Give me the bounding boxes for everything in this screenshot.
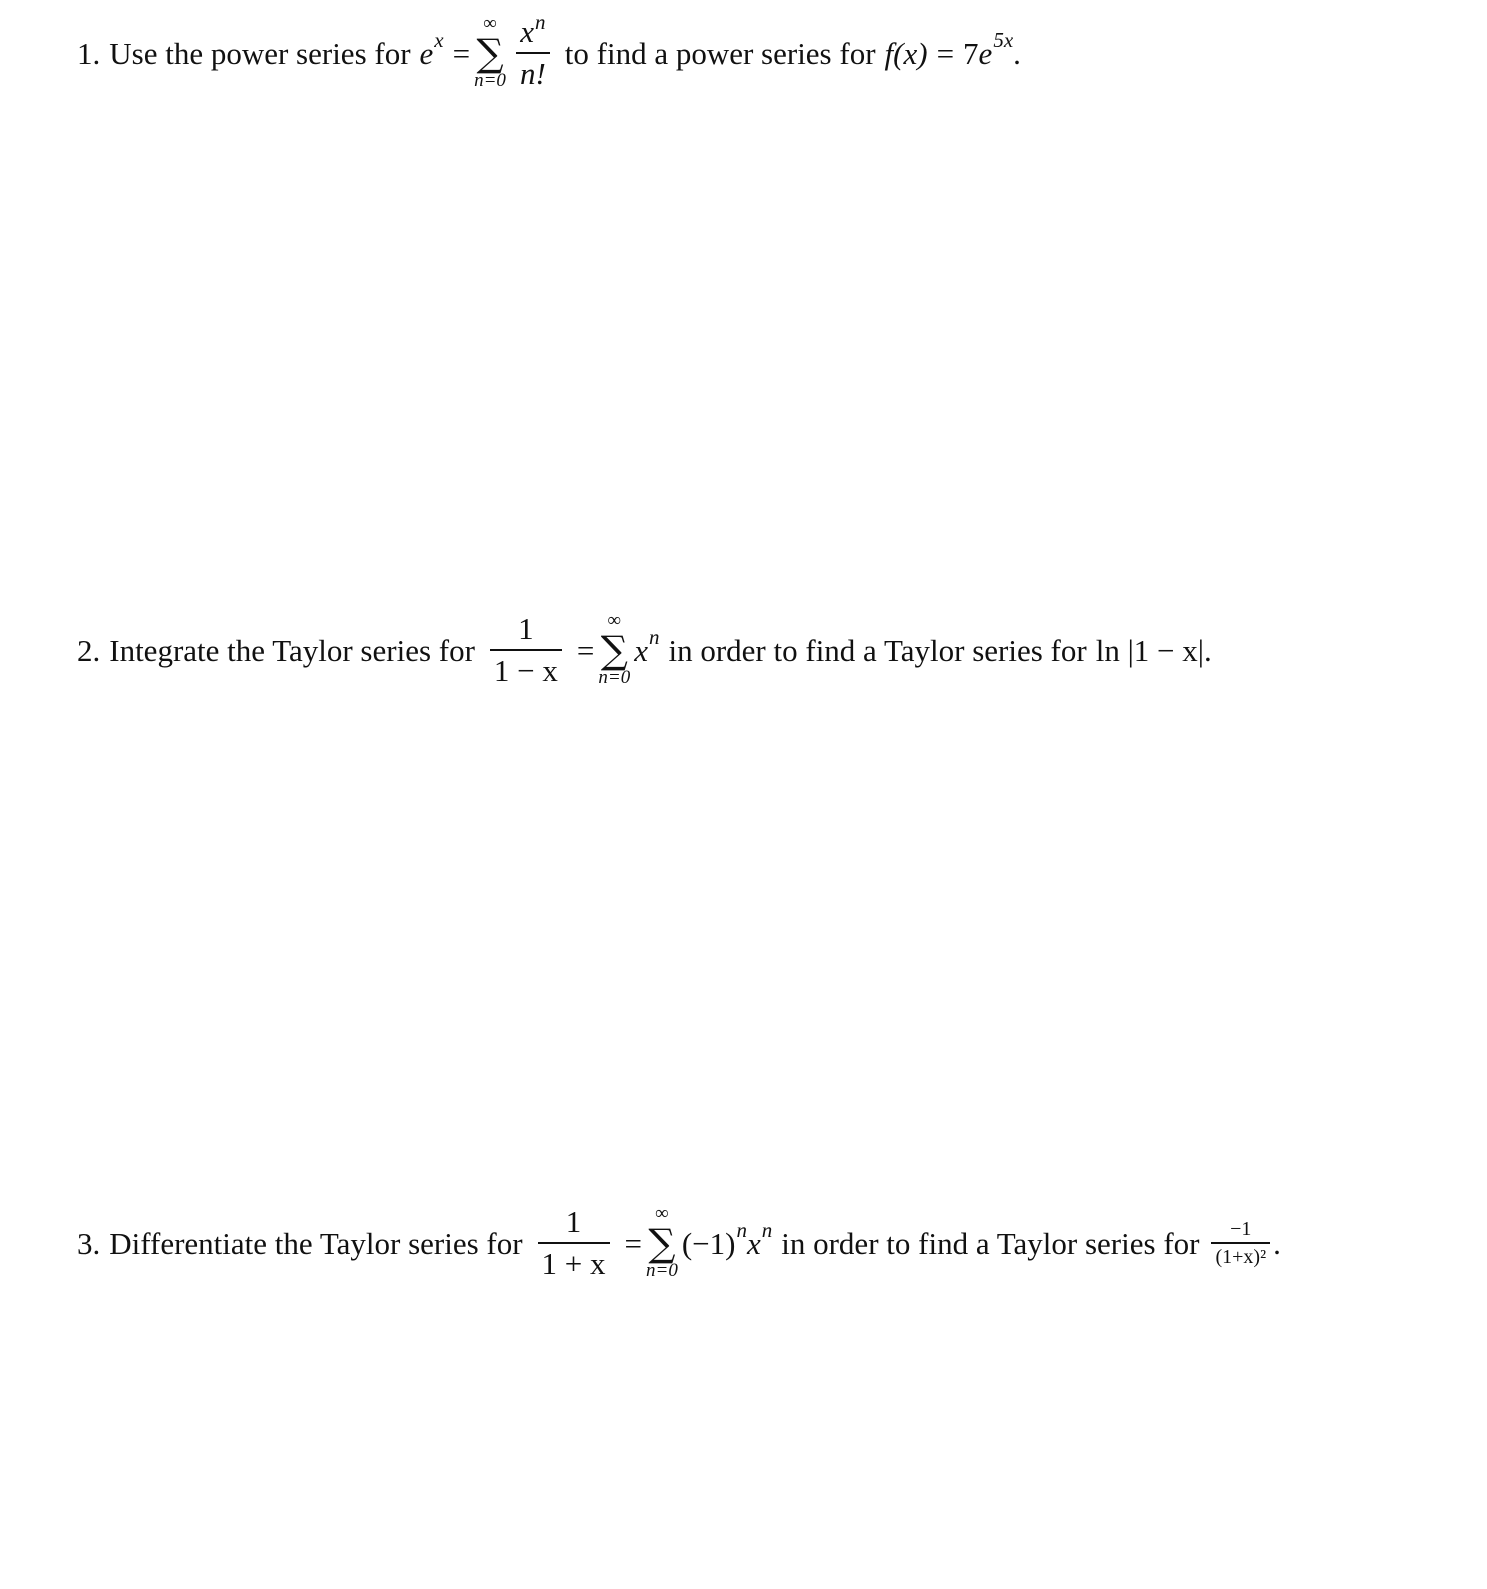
problem-2-frac-num: 1 xyxy=(518,611,534,647)
problem-3-frac-num: 1 xyxy=(565,1204,582,1240)
problem-1-fraction-bar xyxy=(516,52,550,54)
problem-2-equals: = xyxy=(576,632,595,668)
problem-3-fraction xyxy=(538,1205,610,1281)
problem-3-term-prefix-exp: n xyxy=(736,1217,747,1242)
problem-1-func: f(x) xyxy=(884,35,928,71)
problem-1-lhs-exp: x xyxy=(434,27,444,52)
problem-3-fraction-bar xyxy=(538,1242,610,1244)
problem-1-equals: = xyxy=(452,35,471,71)
problem-1-rhs-coef: 7 xyxy=(963,35,979,71)
problem-3-term-exp: n xyxy=(761,1217,773,1242)
problem-3-text-a: Differentiate the Taylor series for xyxy=(109,1225,523,1261)
problem-2-sigma-symbol: ∑ xyxy=(600,627,628,672)
problem-2-summation xyxy=(598,611,630,689)
problem-1-number: 1. xyxy=(77,35,101,71)
problem-1-frac-den: n! xyxy=(519,55,546,91)
problem-3 xyxy=(77,1195,1281,1291)
problem-3-target-num: −1 xyxy=(1230,1218,1252,1241)
problem-2-fraction xyxy=(490,612,562,688)
problem-3-term-base: x xyxy=(746,1225,761,1261)
problem-3-text-b: in order to find a Taylor series for xyxy=(781,1225,1200,1261)
problem-1-fraction xyxy=(516,10,550,91)
problem-1-lhs-base: e xyxy=(419,35,434,71)
problem-3-target-fraction xyxy=(1211,1218,1270,1267)
problem-2 xyxy=(77,602,1212,698)
problem-2-text-b: in order to find a Taylor series for xyxy=(668,632,1087,668)
problem-1-rhs-exp: 5x xyxy=(993,27,1014,52)
problem-1-text-b: to find a power series for xyxy=(564,35,876,71)
problem-3-target-fraction-bar xyxy=(1211,1242,1270,1243)
problem-2-sum-lower: n=0 xyxy=(598,667,631,689)
problem-2-term-exp: n xyxy=(648,624,660,649)
problem-2-text-a: Integrate the Taylor series for xyxy=(109,632,475,668)
problem-3-sum-lower: n=0 xyxy=(646,1260,678,1282)
problem-2-fraction-bar xyxy=(490,649,562,651)
problem-1-rhs-base: e xyxy=(978,35,993,71)
problem-3-number: 3. xyxy=(77,1225,101,1261)
problem-3-frac-den: 1 + x xyxy=(541,1245,606,1281)
problem-1-sum-upper: ∞ xyxy=(483,13,497,35)
problem-1-frac-num-base: x xyxy=(520,14,534,50)
problem-2-sum-upper: ∞ xyxy=(607,610,622,632)
problem-3-end: . xyxy=(1273,1225,1281,1261)
problem-1-end: . xyxy=(1013,35,1021,71)
problem-2-target: ln |1 − x| xyxy=(1095,632,1204,668)
problem-1-equals2: = xyxy=(936,35,955,71)
problem-1-summation xyxy=(474,14,506,92)
problem-3-target-den: (1+x)² xyxy=(1215,1245,1267,1268)
problem-3-term-prefix: (−1) xyxy=(681,1225,736,1261)
problem-3-equals: = xyxy=(624,1225,643,1261)
problem-1-text-a: Use the power series for xyxy=(109,35,411,71)
problem-2-term-base: x xyxy=(634,632,648,668)
problem-1-sum-lower: n=0 xyxy=(474,70,506,92)
problem-3-sigma-symbol: ∑ xyxy=(648,1220,676,1265)
problem-1-sigma-symbol: ∑ xyxy=(476,30,504,75)
problem-3-summation xyxy=(646,1204,678,1282)
problem-2-number: 2. xyxy=(77,632,101,668)
problem-2-frac-den: 1 − x xyxy=(493,652,558,688)
problem-1-frac-num-exp: n xyxy=(534,10,546,35)
problem-2-end: . xyxy=(1203,632,1212,668)
problem-3-sum-upper: ∞ xyxy=(655,1203,669,1225)
problem-1 xyxy=(77,8,1021,98)
